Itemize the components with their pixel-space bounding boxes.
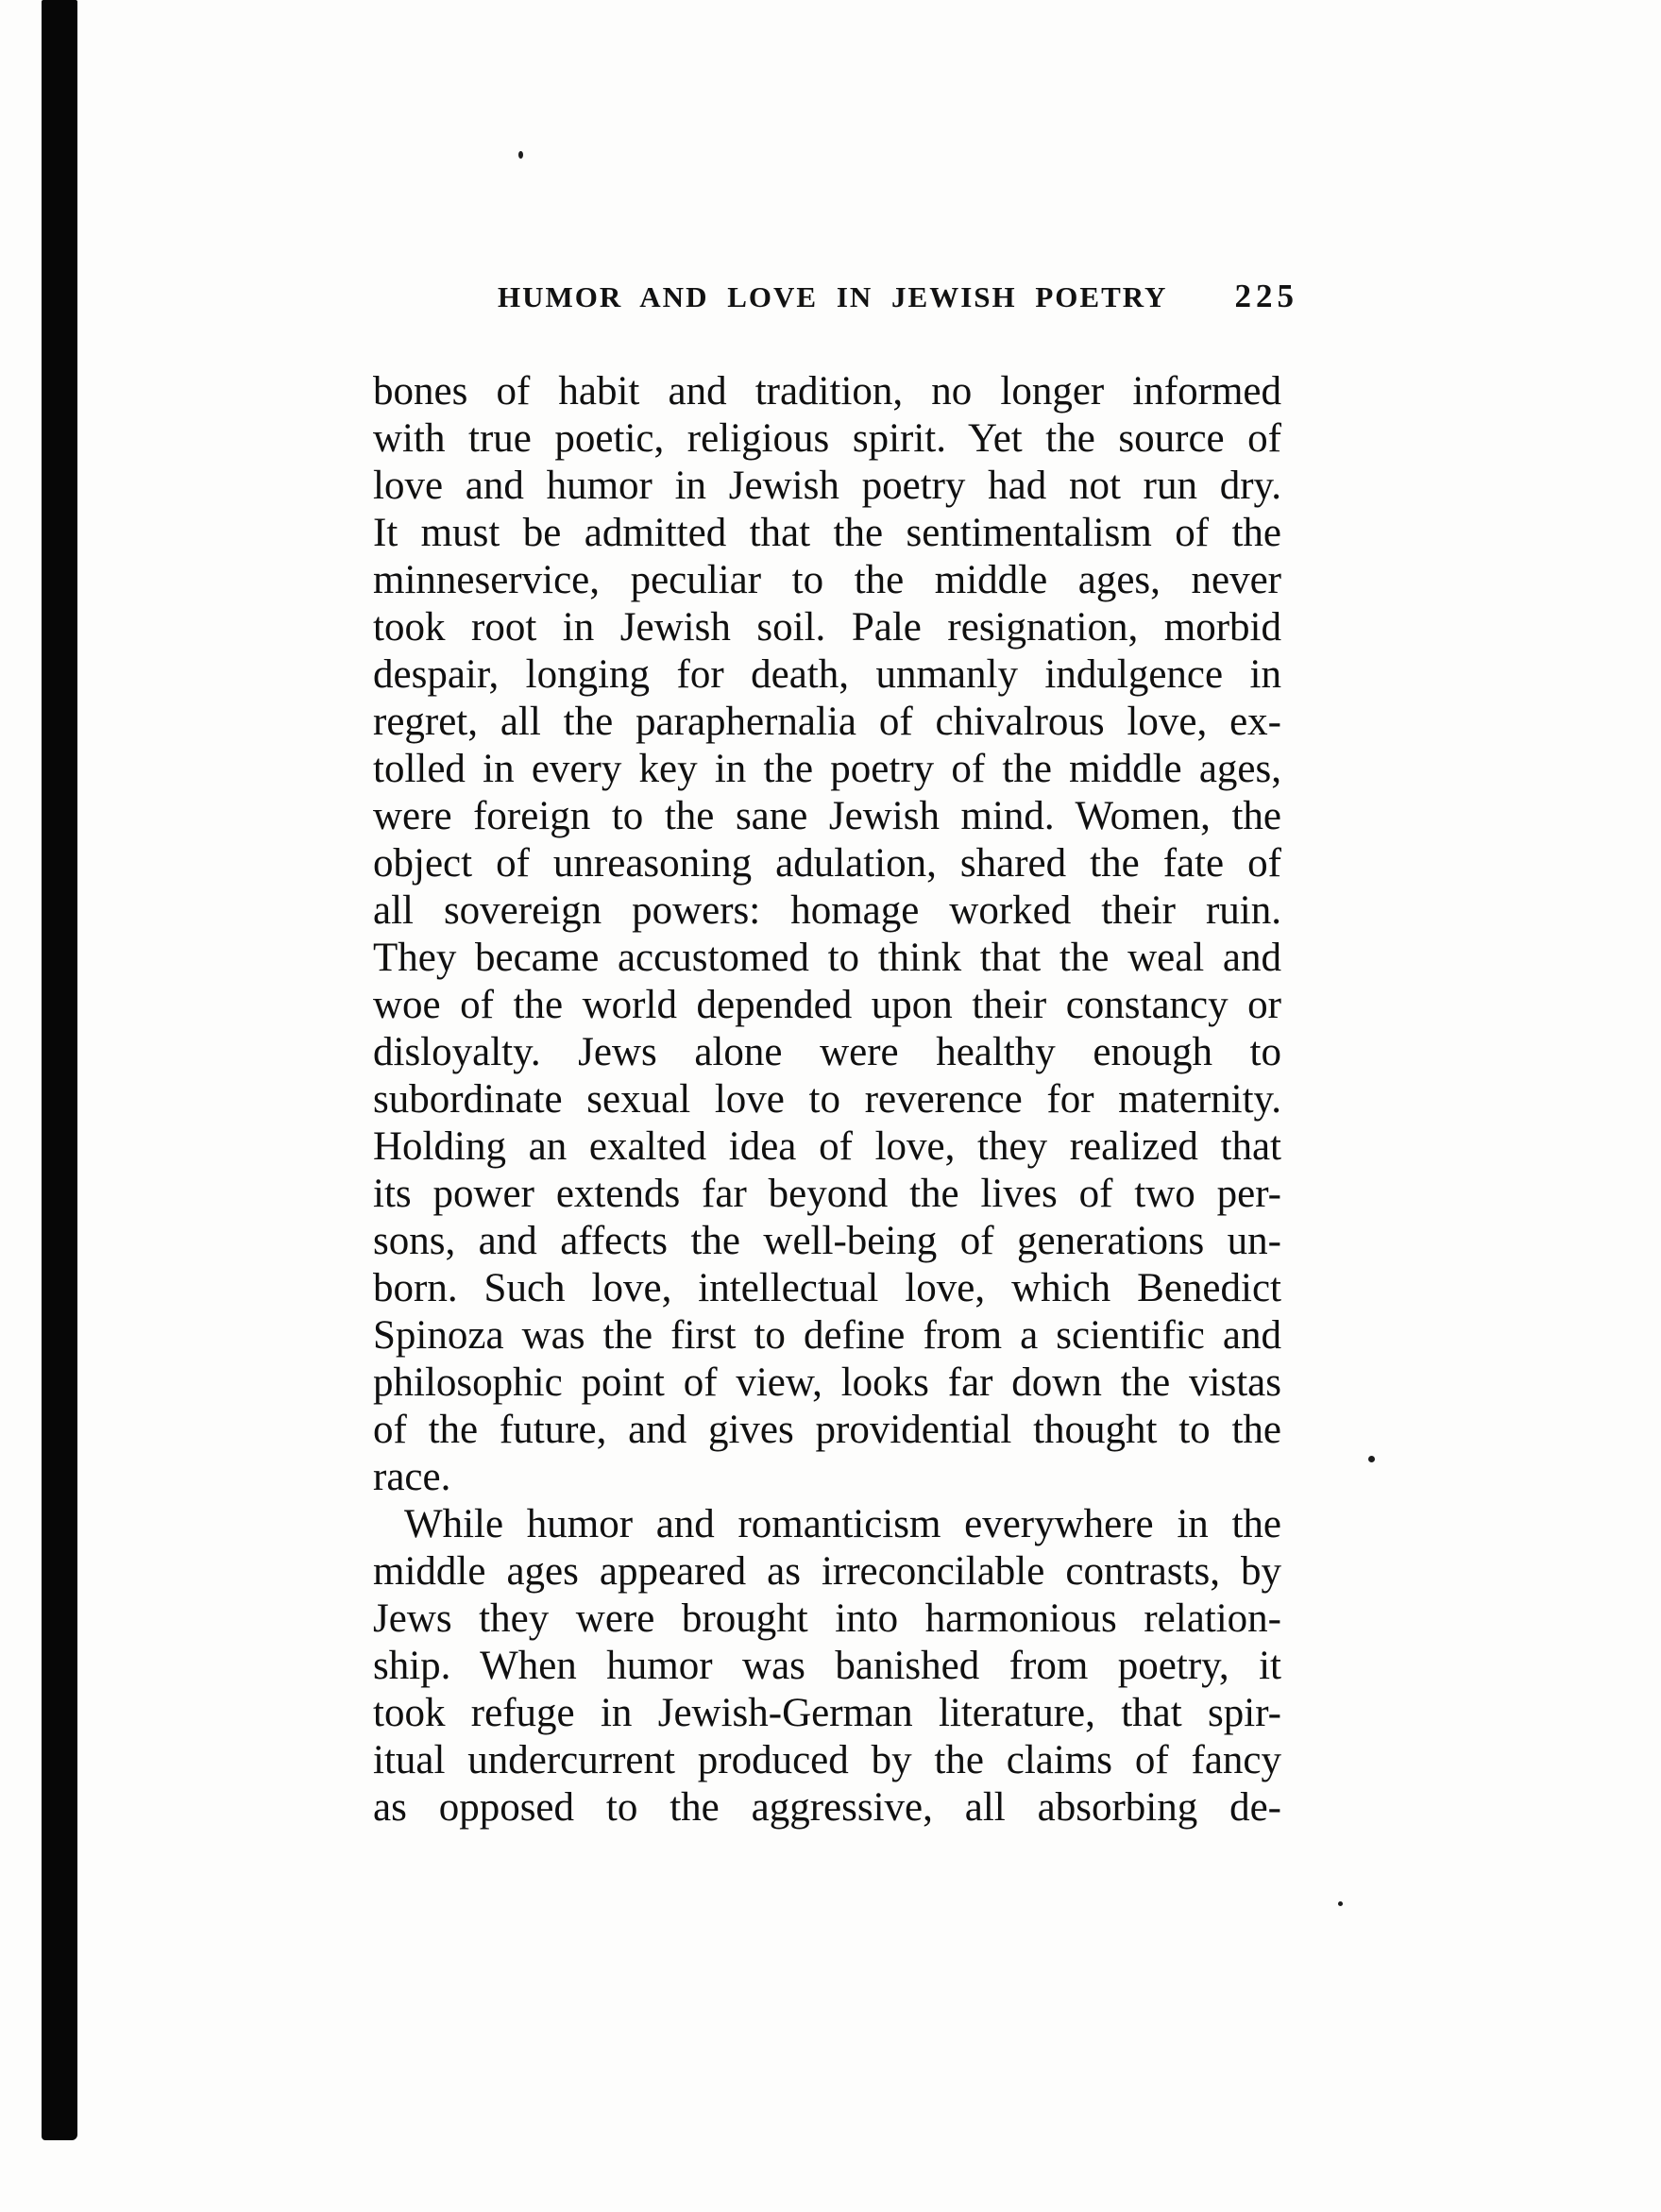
- text-line: all sovereign powers: homage worked their ruin.: [373, 888, 1281, 933]
- text-line: race.: [373, 1455, 451, 1499]
- text-line: of the future, and gives providential thought to the: [373, 1408, 1281, 1452]
- text-line: as opposed to the aggressive, all absorbing de-: [373, 1785, 1281, 1830]
- text-line: They became accustomed to think that the weal and: [373, 936, 1281, 980]
- text-line: woe of the world depended upon their constancy or: [373, 983, 1281, 1027]
- text-line: love and humor in Jewish poetry had not run dry.: [373, 464, 1281, 508]
- text-line: its power extends far beyond the lives of two per-: [373, 1172, 1281, 1216]
- text-line: bones of habit and tradition, no longer informed: [373, 369, 1281, 414]
- scan-gutter-artifact: [42, 0, 77, 2140]
- text-line: philosophic point of view, looks far down the vistas: [373, 1360, 1281, 1405]
- text-line: Jews they were brought into harmonious relation-: [373, 1596, 1281, 1641]
- text-line: object of unreasoning adulation, shared the fate of: [373, 841, 1281, 886]
- text-line: took root in Jewish soil. Pale resignation, morbid: [373, 605, 1281, 650]
- text-line: were foreign to the sane Jewish mind. Women, the: [373, 794, 1281, 838]
- text-line: middle ages appeared as irreconcilable contrasts, by: [373, 1549, 1281, 1594]
- text-line: despair, longing for death, unmanly indulgence in: [373, 652, 1281, 697]
- scan-speck: [518, 151, 523, 159]
- text-line: with true poetic, religious spirit. Yet the source of: [373, 416, 1281, 461]
- text-line: Holding an exalted idea of love, they realized that: [373, 1124, 1281, 1169]
- text-line: sons, and affects the well-being of generations un-: [373, 1219, 1281, 1263]
- page-number: 225: [1234, 278, 1298, 314]
- running-header: [498, 278, 1298, 315]
- text-line: While humor and romanticism everywhere in the: [404, 1502, 1281, 1546]
- text-line: born. Such love, intellectual love, which Benedict: [373, 1266, 1281, 1310]
- text-line: regret, all the paraphernalia of chivalrous love, ex-: [373, 700, 1281, 744]
- text-line: took refuge in Jewish-German literature, that spir-: [373, 1691, 1281, 1735]
- text-line: disloyalty. Jews alone were healthy enough to: [373, 1030, 1281, 1074]
- text-line: subordinate sexual love to reverence for maternity.: [373, 1077, 1281, 1122]
- text-line: tolled in every key in the poetry of the middle ages,: [373, 747, 1281, 791]
- text-line: itual undercurrent produced by the claims of fancy: [373, 1738, 1281, 1782]
- running-header-title: HUMOR AND LOVE IN JEWISH POETRY: [498, 280, 1168, 313]
- text-line: It must be admitted that the sentimentalism of the: [373, 511, 1281, 555]
- text-line: ship. When humor was banished from poetry, it: [373, 1644, 1281, 1688]
- text-line: Spinoza was the first to define from a scientific and: [373, 1313, 1281, 1358]
- body-text: [373, 368, 1281, 1832]
- scan-speck: [1368, 1456, 1375, 1462]
- scan-speck: [1338, 1901, 1343, 1906]
- text-line: minneservice, peculiar to the middle ages, never: [373, 558, 1281, 602]
